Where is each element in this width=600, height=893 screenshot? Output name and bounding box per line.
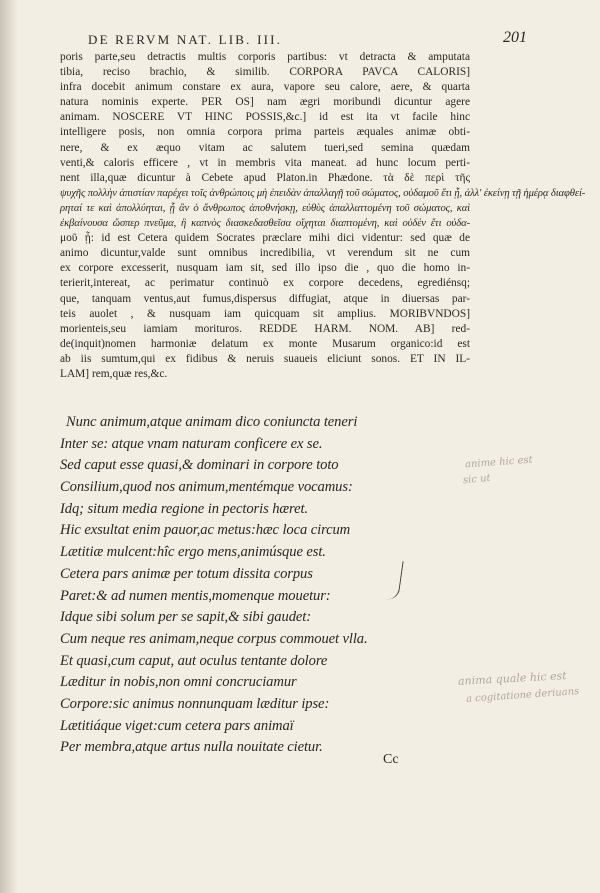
verse-line: Inter se: atque vnam naturam conficere ex se.: [60, 435, 323, 452]
verse-line: Cetera pars animæ per totum dissita corpus: [60, 565, 313, 582]
commentary-line: de(inquit)nomen harmoniæ delatum ex monte Musarum organico:id est: [60, 337, 470, 350]
verse-line: Læditur in nobis,non omni concruciamur: [60, 674, 297, 691]
handwritten-margin-note: anima quale hic est: [457, 669, 567, 688]
commentary-line: animam. NOSCERE VT HINC POSSIS,&c.] id est ita vt facile hinc: [60, 111, 470, 124]
verse-line: Sed caput esse quasi,& dominari in corpore toto: [60, 457, 339, 474]
verse-line: Per membra,atque artus nulla nouitate cietur.: [60, 739, 323, 756]
commentary-line: terierit,intereat, ac perimatur continuò ex corpore decedens, egrediénsq;: [60, 277, 470, 290]
commentary-line: intelligere posis, non omnia corpora prima parteis æquales animæ obti-: [60, 126, 470, 139]
verse-line: Idque sibi solum per se sapit,& sibi gaudet:: [60, 609, 311, 626]
page-number: 201: [503, 29, 527, 46]
commentary-line: venti,& caloris efficere , vt in membris vita maneat. ad hunc locum perti-: [60, 156, 470, 169]
commentary-line: infra docebit animum constare ex aura, vapore seu calore, aere, & quarta: [60, 81, 470, 94]
commentary-line: natura nominis experte. PER OS] nam ægri moribundi dicuntur agere: [60, 96, 470, 109]
running-title: DE RERVM NAT. LIB. III.: [88, 32, 283, 47]
commentary-line: LAM] rem,quæ res,&c.: [60, 367, 168, 380]
commentary-line: nere, & ex æquo vitam ac salutem tueri,sed semina quædam: [60, 141, 470, 154]
verse-passage: [60, 412, 440, 759]
commentary-line: animo dicuntur,valde sunt omnibus incredibilia, vt verendum sit ne cum: [60, 247, 470, 260]
commentary-line: que, tanquam ventus,aut fumus,dispersus diffugiat, atque in diuersas par-: [60, 292, 470, 305]
handwritten-margin-note: anime hic est: [464, 454, 533, 471]
commentary-line: teis auolet , & nusquam iam quicquam sit amplius. MORIBVNDOS]: [60, 307, 470, 320]
commentary-line: ex corpore excesserit, nusquam iam sit, sed illo ipso die , quo die homo in-: [60, 262, 470, 275]
handwritten-margin-note: sic ut: [462, 472, 492, 487]
greek-quotation-line: ψυχῆς πολλὴν ἀπιστίαν παρέχει τοῖς ἀνθρώποις μὴ ἐπειδὰν ἀπαλλαγῇ τοῦ σώματος, οὐδαμοῦ ἔτι ᾖ, ἀλλ' ἐκείνῃ τῇ ἡμέρᾳ διαφθεί-: [60, 187, 586, 199]
commentary-line: nent illa,quæ dicuntur à Cebete apud Platon.in Phædone. τὰ δὲ περὶ τῆς: [60, 171, 470, 184]
verse-line: Et quasi,cum caput, aut oculus tentante dolore: [60, 652, 328, 669]
verse-line: Corpore:sic animus nonnunquam læditur ipse:: [60, 695, 330, 712]
greek-quotation-line: ρηταί τε καὶ ἀπολλύηται, ᾗ ἂν ὁ ἄνθρωπος ἀποθνήσκῃ, εὐθὺς ἀπαλλαττομένη τοῦ σώματος, καὶ: [60, 202, 470, 214]
verse-line: Lætitiæ mulcent:hîc ergo mens,animúsque est.: [60, 544, 326, 561]
verse-line: Lætitiáque viget:cum cetera pars animaï: [60, 717, 294, 734]
verse-line: Consilium,quod nos animum,mentémque vocamus:: [60, 479, 353, 496]
catchword: Cc: [383, 752, 399, 767]
commentary-text: [60, 50, 586, 382]
commentary-line: morienteis,seu iamiam morituros. REDDE HARM. NOM. AB] red-: [60, 322, 470, 335]
commentary-line: poris parte,seu detractis multis corporis partibus: vt detracta & amputata: [60, 51, 470, 63]
greek-quotation-line: ἐκβαίνουσα ὥσπερ πνεῦμα, ἢ καπνὸς διασκεδασθεῖσα οἴχηται διαπτομένη, καὶ οὐδὲν ἔτι οὐδα-: [60, 218, 470, 230]
verse-line: Hic exsultat enim pauor,ac metus:hæc loca circum: [60, 522, 351, 539]
handwritten-margin-note: a cogitatione deriuans: [465, 686, 580, 705]
verse-line: Idq; situm media regione in pectoris hæret.: [60, 500, 308, 517]
verse-line: Cum neque res animam,neque corpus commouet vlla.: [60, 630, 368, 647]
commentary-line: μοῦ ᾖ: id est Cetera quidem Socrates præclare mihi dici videntur: sed quæ de: [60, 232, 470, 245]
commentary-line: tibia, reciso brachio, & similib. CORPORA PAVCA CALORIS]: [60, 66, 470, 79]
commentary-line: ab iis sumtum,qui ex fidibus & neruis suaueis eliciunt sonos. ET IN IL-: [60, 352, 470, 365]
verse-line: Paret:& ad numen mentis,momenque mouetur:: [60, 587, 331, 604]
verse-line: Nunc animum,atque animam dico coniuncta teneri: [66, 414, 358, 430]
